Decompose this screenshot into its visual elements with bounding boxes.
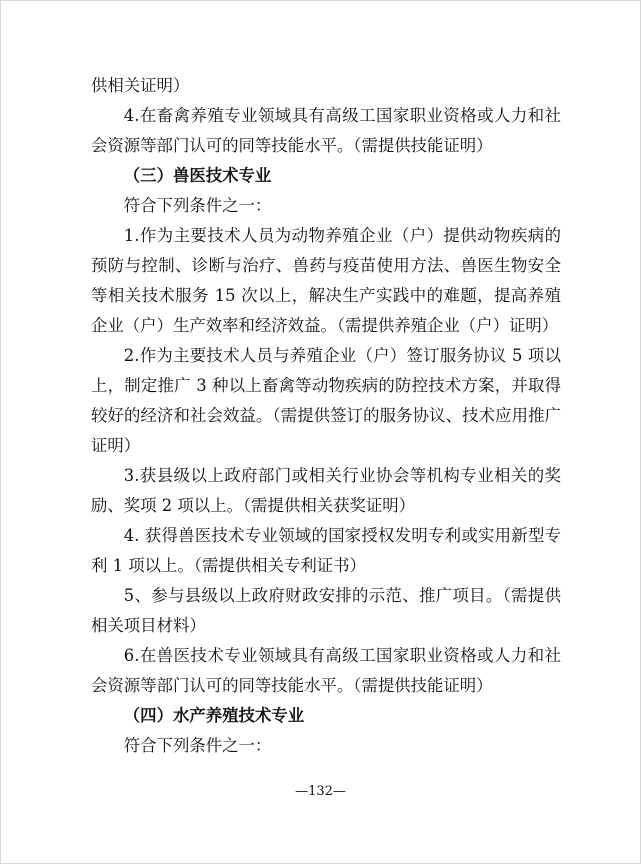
paragraph-livestock-item-4: 4.在畜禽养殖专业领域具有高级工国家职业资格或人力和社会资源等部门认可的同等技能水平。（需提供技能证明） bbox=[91, 106, 561, 155]
paragraph-vet-item-5: 5、参与县级以上政府财政安排的示范、推广项目。（需提供相关项目材料） bbox=[91, 586, 561, 635]
section-heading-veterinary: （三）兽医技术专业 bbox=[123, 166, 272, 185]
paragraph-vet-item-1: 1.作为主要技术人员为动物养殖企业（户）提供动物疾病的预防与控制、诊断与治疗、兽药与疫苗使用方法、兽医生物安全等相关技术服务 15 次以上，解决生产实践中的难题，提高养殖企业（户）生产效率和经济效益。（需提供养殖企业（户）证明） bbox=[91, 226, 561, 335]
paragraph-vet-item-4: 4. 获得兽医技术专业领域的国家授权发明专利或实用新型专利 1 项以上。（需提供相关专利证书） bbox=[91, 526, 561, 575]
paragraph-continuation: 供相关证明） bbox=[91, 76, 190, 95]
paragraph-vet-item-6: 6.在兽医技术专业领域具有高级工国家职业资格或人力和社会资源等部门认可的同等技能水平。（需提供技能证明） bbox=[91, 646, 561, 695]
page-body bbox=[91, 71, 561, 761]
paragraph-vet-item-3: 3.获县级以上政府部门或相关行业协会等机构专业相关的奖励、奖项 2 项以上。（需提供相关获奖证明） bbox=[91, 466, 561, 515]
paragraph-conditions-intro: 符合下列条件之一： bbox=[123, 196, 272, 215]
page-number: —132— bbox=[295, 784, 346, 799]
paragraph-vet-item-2: 2.作为主要技术人员与养殖企业（户）签订服务协议 5 项以上，制定推广 3 种以上畜禽等动物疾病的防控技术方案，并取得较好的经济和社会效益。（需提供签订的服务协议、技术应用推广证明） bbox=[91, 346, 561, 455]
section-heading-aquaculture: （四）水产养殖技术专业 bbox=[123, 706, 305, 725]
paragraph-conditions-intro-2: 符合下列条件之一： bbox=[123, 736, 272, 755]
